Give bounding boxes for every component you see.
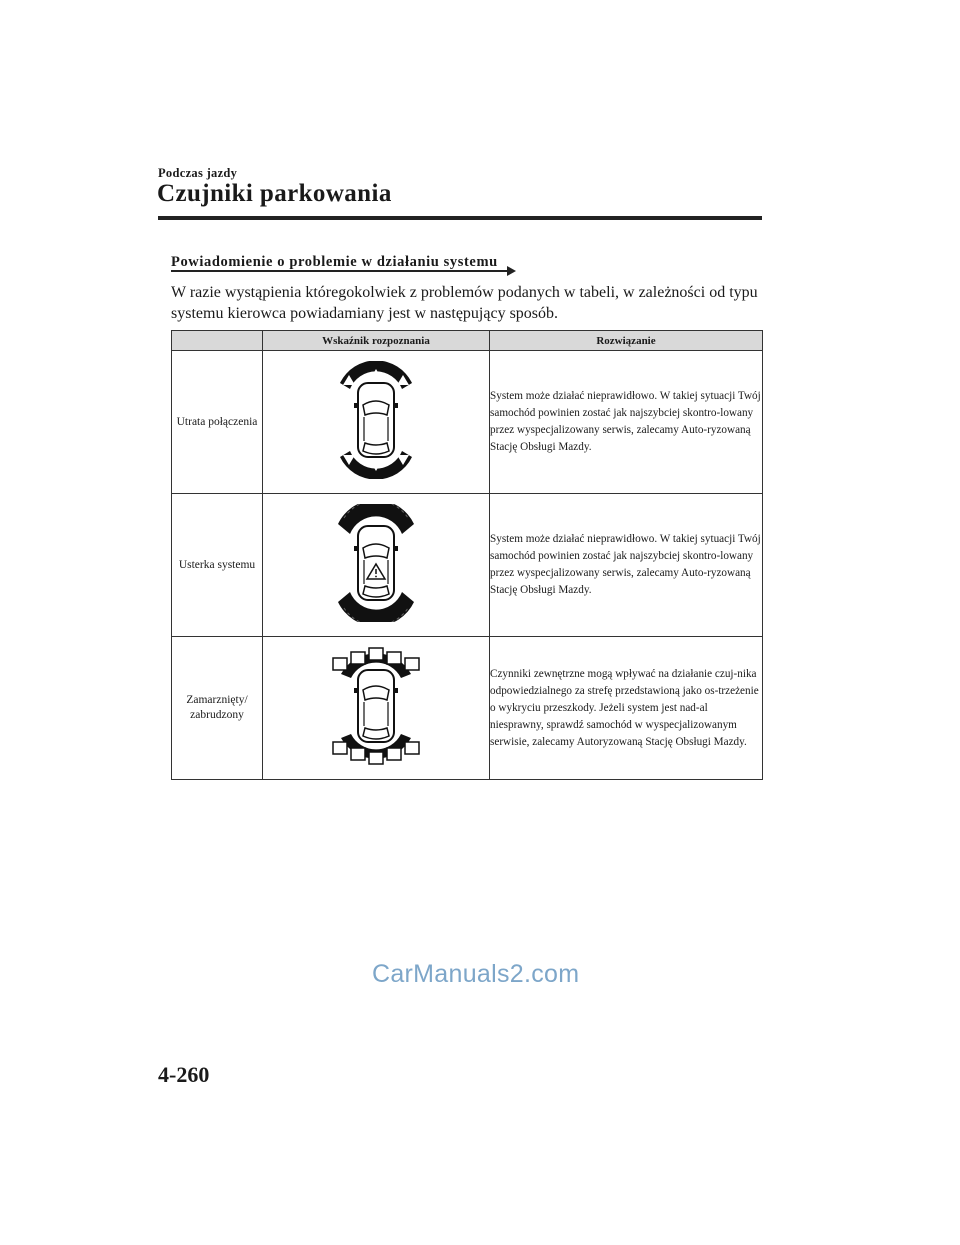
- condition-cell: Zamarznięty/ zabrudzony: [172, 637, 263, 780]
- car-sensor-frozen-dirty-icon: [331, 644, 421, 768]
- table-header-row: [172, 331, 763, 351]
- table-row: [172, 494, 763, 637]
- title-divider: [158, 216, 762, 220]
- subheading-underline: [171, 270, 507, 272]
- header-solution: Rozwiązanie: [490, 331, 763, 351]
- header-condition: [172, 331, 263, 351]
- page-title: Czujniki parkowania: [157, 180, 392, 207]
- condition-cell: Usterka systemu: [172, 494, 263, 637]
- solution-cell: System może działać nieprawidłowo. W takiej sytuacji Twój samochód powinien zostać jak najszybciej skontro-lowany przez wyspecjalizowany serwis, zalecamy Auto-ryzowaną Stację Obsługi Mazdy.: [490, 494, 763, 637]
- solution-cell: Czynniki zewnętrzne mogą wpływać na działanie czuj-nika odpowiedzialnego za strefę przedstawioną jako os-trzeżenie o wykryciu przeszkody. Jeżeli system jest nad-al niesprawny, sprawdź samochód w wyspecjalizowanym serwisie, zalecamy Autoryzowaną Stację Obsługi Mazdy.: [490, 637, 763, 780]
- indicator-cell: [263, 494, 490, 637]
- page-number: 4-260: [158, 1062, 210, 1087]
- indicator-cell: [263, 351, 490, 494]
- status-table: [171, 330, 763, 780]
- subheading: Powiadomienie o problemie w działaniu systemu: [171, 254, 498, 270]
- intro-paragraph: W razie wystąpienia któregokolwiek z problemów podanych w tabeli, w zależności od typu systemu kierowca powiadamiany jest w następujący sposób.: [171, 284, 758, 322]
- watermark: CarManuals2.com: [372, 960, 580, 988]
- table-row: [172, 351, 763, 494]
- car-sensor-warning-all-icon: [336, 361, 416, 479]
- section-label: Podczas jazdy: [158, 166, 238, 180]
- solution-cell: System może działać nieprawidłowo. W takiej sytuacji Twój samochód powinien zostać jak najszybciej skontro-lowany przez wyspecjalizowany serwis, zalecamy Auto-ryzowaną Stację Obsługi Mazdy.: [490, 351, 763, 494]
- table-row: [172, 637, 763, 780]
- condition-cell: Utrata połączenia: [172, 351, 263, 494]
- indicator-cell: [263, 637, 490, 780]
- header-indicator: Wskaźnik rozpoznania: [263, 331, 490, 351]
- car-sensor-malfunction-icon: [336, 504, 416, 622]
